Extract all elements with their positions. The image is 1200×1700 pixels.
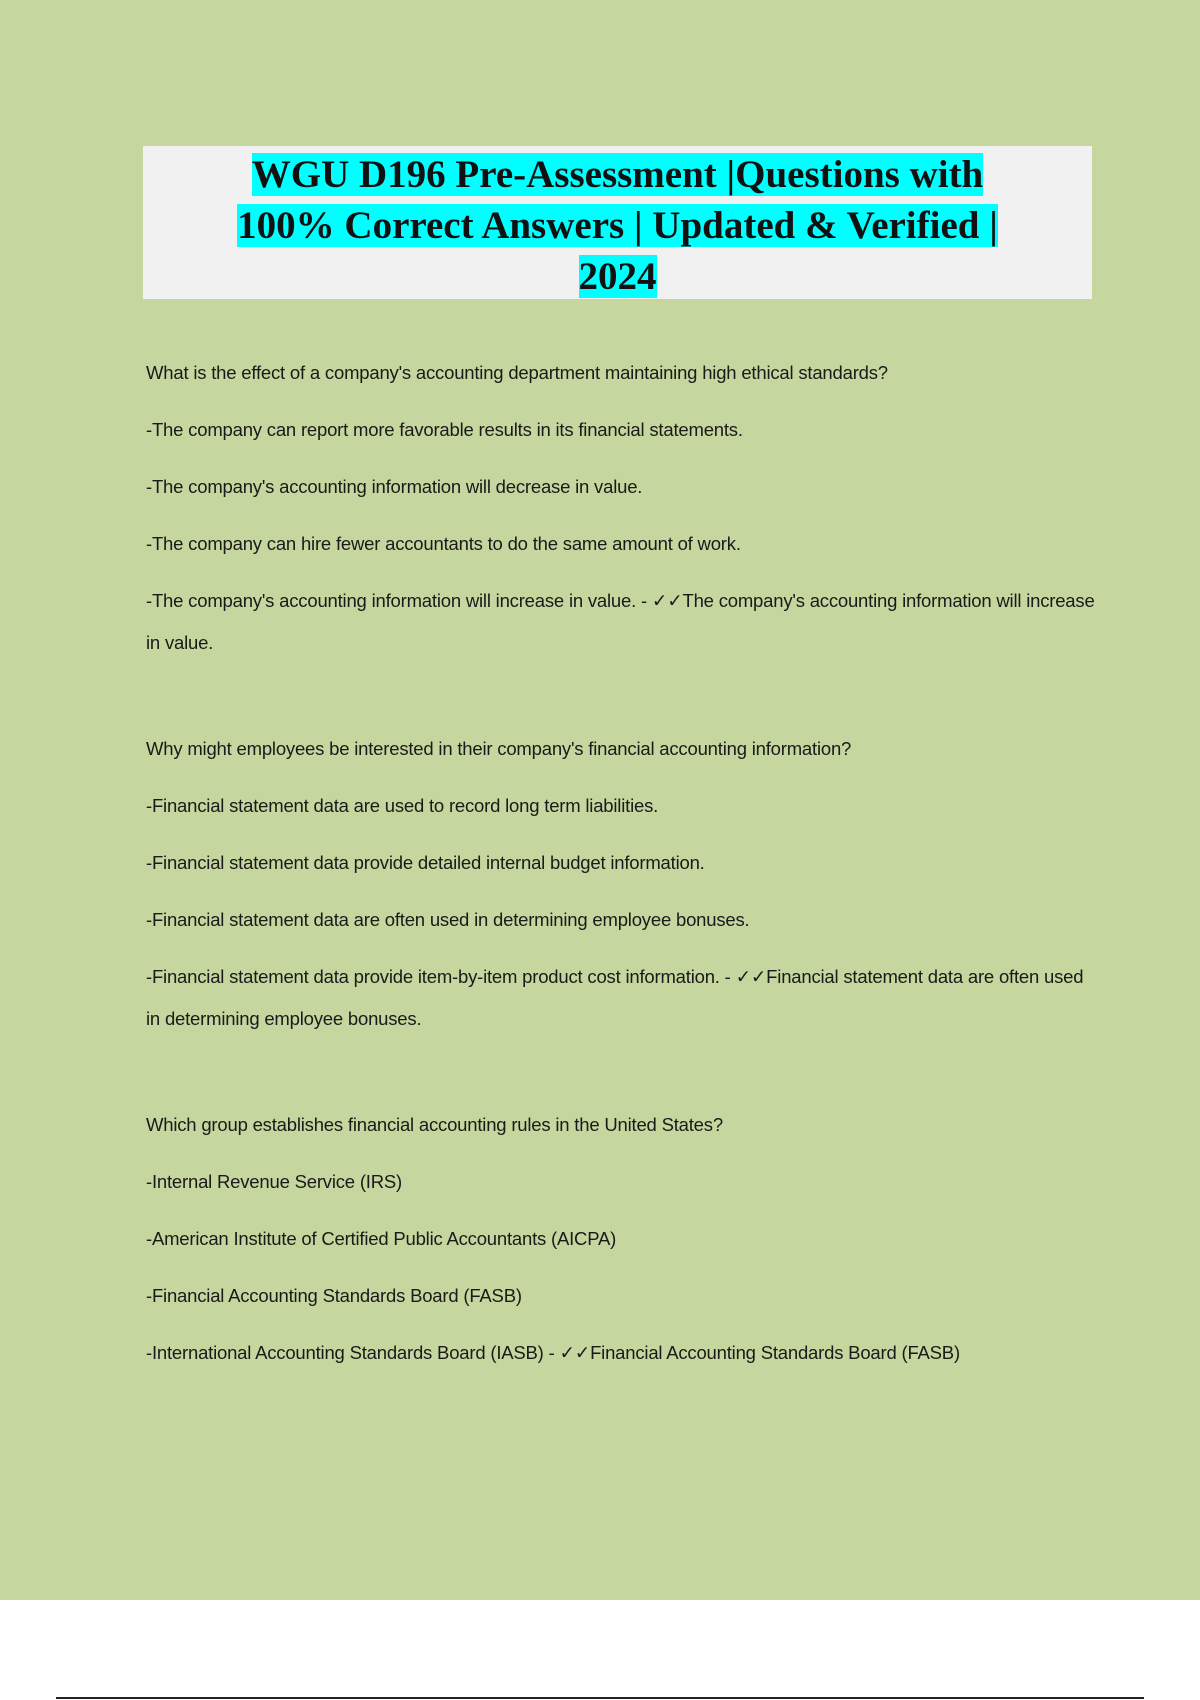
question-block <box>146 728 1096 1040</box>
question-text: Which group establishes financial accounting rules in the United States? <box>146 1114 723 1135</box>
answer-option-with-correct-answer: -The company's accounting information will increase in value. - ✓✓The company's accounting information will increase in value. <box>146 590 1100 653</box>
answer-option: -Financial statement data are used to record long term liabilities. <box>146 795 659 816</box>
answer-option: -Financial statement data are often used in determining employee bonuses. <box>146 909 750 930</box>
question-block <box>146 352 1100 664</box>
answer-option: -The company can hire fewer accountants to do the same amount of work. <box>146 533 741 554</box>
answer-option-with-correct-answer: -International Accounting Standards Board (IASB) - ✓✓Financial Accounting Standards Board (FASB) <box>146 1342 960 1363</box>
answer-option: -The company's accounting information will decrease in value. <box>146 476 643 497</box>
question-block <box>146 1104 1096 1374</box>
answer-option-with-correct-answer: -Financial statement data provide item-by-item product cost information. - ✓✓Financial statement data are often used in determining employee bonuses. <box>146 966 1089 1029</box>
title-line-2: 100% Correct Answers | Updated & Verified | <box>237 204 998 247</box>
footer-divider <box>56 1697 1144 1699</box>
answer-option: -American Institute of Certified Public Accountants (AICPA) <box>146 1228 617 1249</box>
document-content <box>146 352 1100 1438</box>
answer-option: -Internal Revenue Service (IRS) <box>146 1171 402 1192</box>
document-title <box>143 149 1092 302</box>
title-line-3: 2024 <box>578 255 657 298</box>
answer-option: -Financial Accounting Standards Board (FASB) <box>146 1285 522 1306</box>
question-text: What is the effect of a company's accounting department maintaining high ethical standards? <box>146 362 888 383</box>
answer-option: -Financial statement data provide detailed internal budget information. <box>146 852 705 873</box>
title-line-1: WGU D196 Pre-Assessment |Questions with <box>251 153 984 196</box>
title-box <box>143 146 1092 299</box>
answer-option: -The company can report more favorable results in its financial statements. <box>146 419 743 440</box>
question-text: Why might employees be interested in their company's financial accounting information? <box>146 738 852 759</box>
